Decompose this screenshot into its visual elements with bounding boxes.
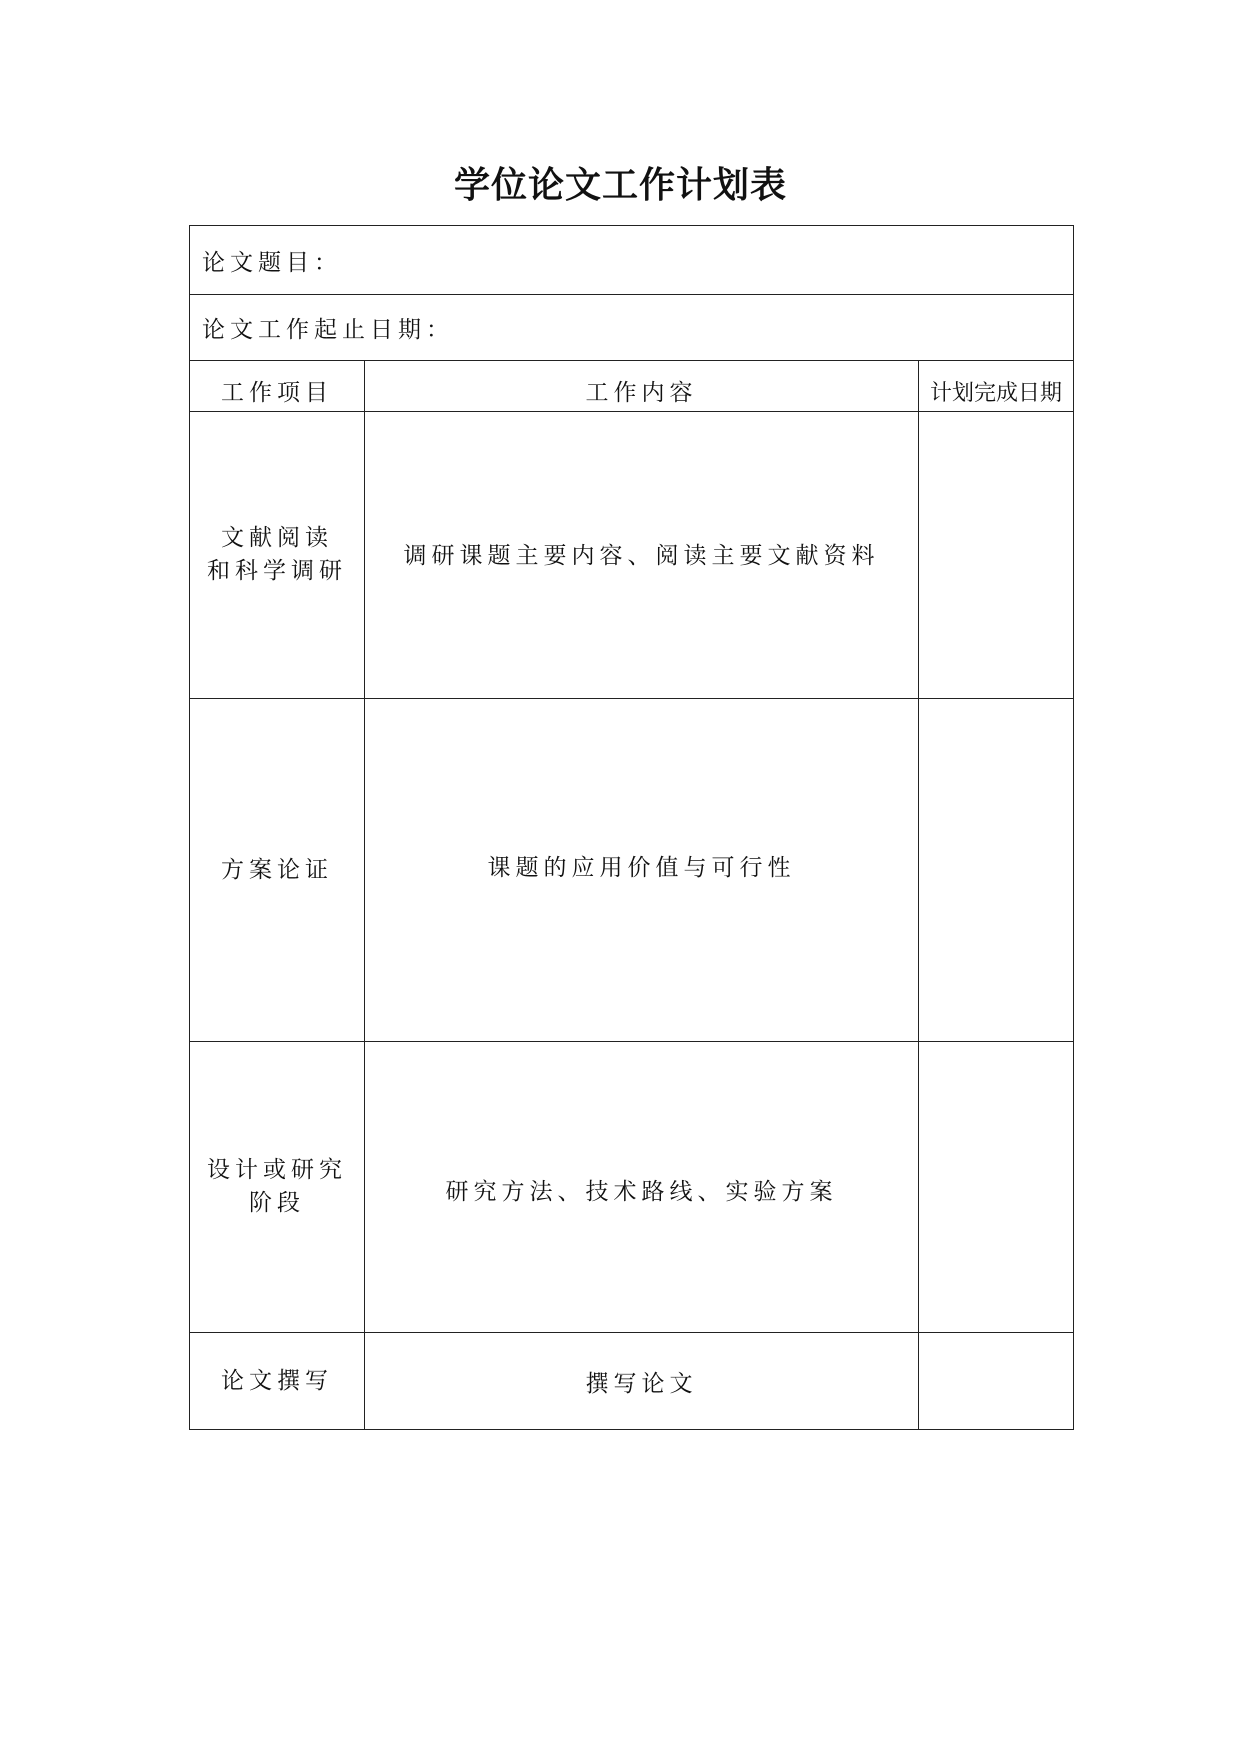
row-date-cell[interactable] xyxy=(919,1333,1074,1430)
table-row xyxy=(190,1333,1074,1430)
row-item-line: 文献阅读 xyxy=(221,525,333,551)
row-content: 课题的应用价值与可行性 xyxy=(487,854,796,881)
row-content: 撰写论文 xyxy=(585,1370,698,1397)
row-content: 研究方法、技术路线、实验方案 xyxy=(445,1178,838,1205)
row-item-line: 论文撰写 xyxy=(221,1367,333,1394)
table-row xyxy=(190,699,1074,1042)
row-item-cell xyxy=(190,699,365,1042)
row-date-cell[interactable] xyxy=(919,412,1074,699)
row-content: 调研课题主要内容、阅读主要文献资料 xyxy=(403,542,880,569)
row-content-cell xyxy=(365,412,919,699)
row-date-cell[interactable] xyxy=(919,699,1074,1042)
date-range-field[interactable] xyxy=(190,295,1074,361)
header-date: 计划完成日期 xyxy=(919,361,1074,412)
table-row xyxy=(190,1042,1074,1333)
header-item: 工作项目 xyxy=(190,361,365,412)
row-item-cell xyxy=(190,412,365,699)
thesis-title-field[interactable] xyxy=(190,226,1074,295)
row-content-cell xyxy=(365,1333,919,1430)
row-content-cell xyxy=(365,699,919,1042)
row-item-line: 设计或研究 xyxy=(207,1157,347,1183)
plan-table xyxy=(189,225,1074,1430)
row-date-cell[interactable] xyxy=(919,1042,1074,1333)
row-item-cell xyxy=(190,1042,365,1333)
header-content: 工作内容 xyxy=(365,361,919,412)
table-row xyxy=(190,412,1074,699)
page-title: 学位论文工作计划表 xyxy=(453,165,787,206)
row-item-line: 方案论证 xyxy=(221,856,333,883)
row-item-cell xyxy=(190,1333,365,1430)
header-row xyxy=(190,361,1074,412)
row-item-line: 阶段 xyxy=(249,1190,305,1216)
thesis-title-label: 论文题目： xyxy=(202,249,342,276)
row-item-line: 和科学调研 xyxy=(207,558,347,584)
date-range-row xyxy=(190,295,1074,361)
thesis-title-row xyxy=(190,226,1074,295)
date-range-label: 论文工作起止日期： xyxy=(202,317,454,343)
row-content-cell xyxy=(365,1042,919,1333)
